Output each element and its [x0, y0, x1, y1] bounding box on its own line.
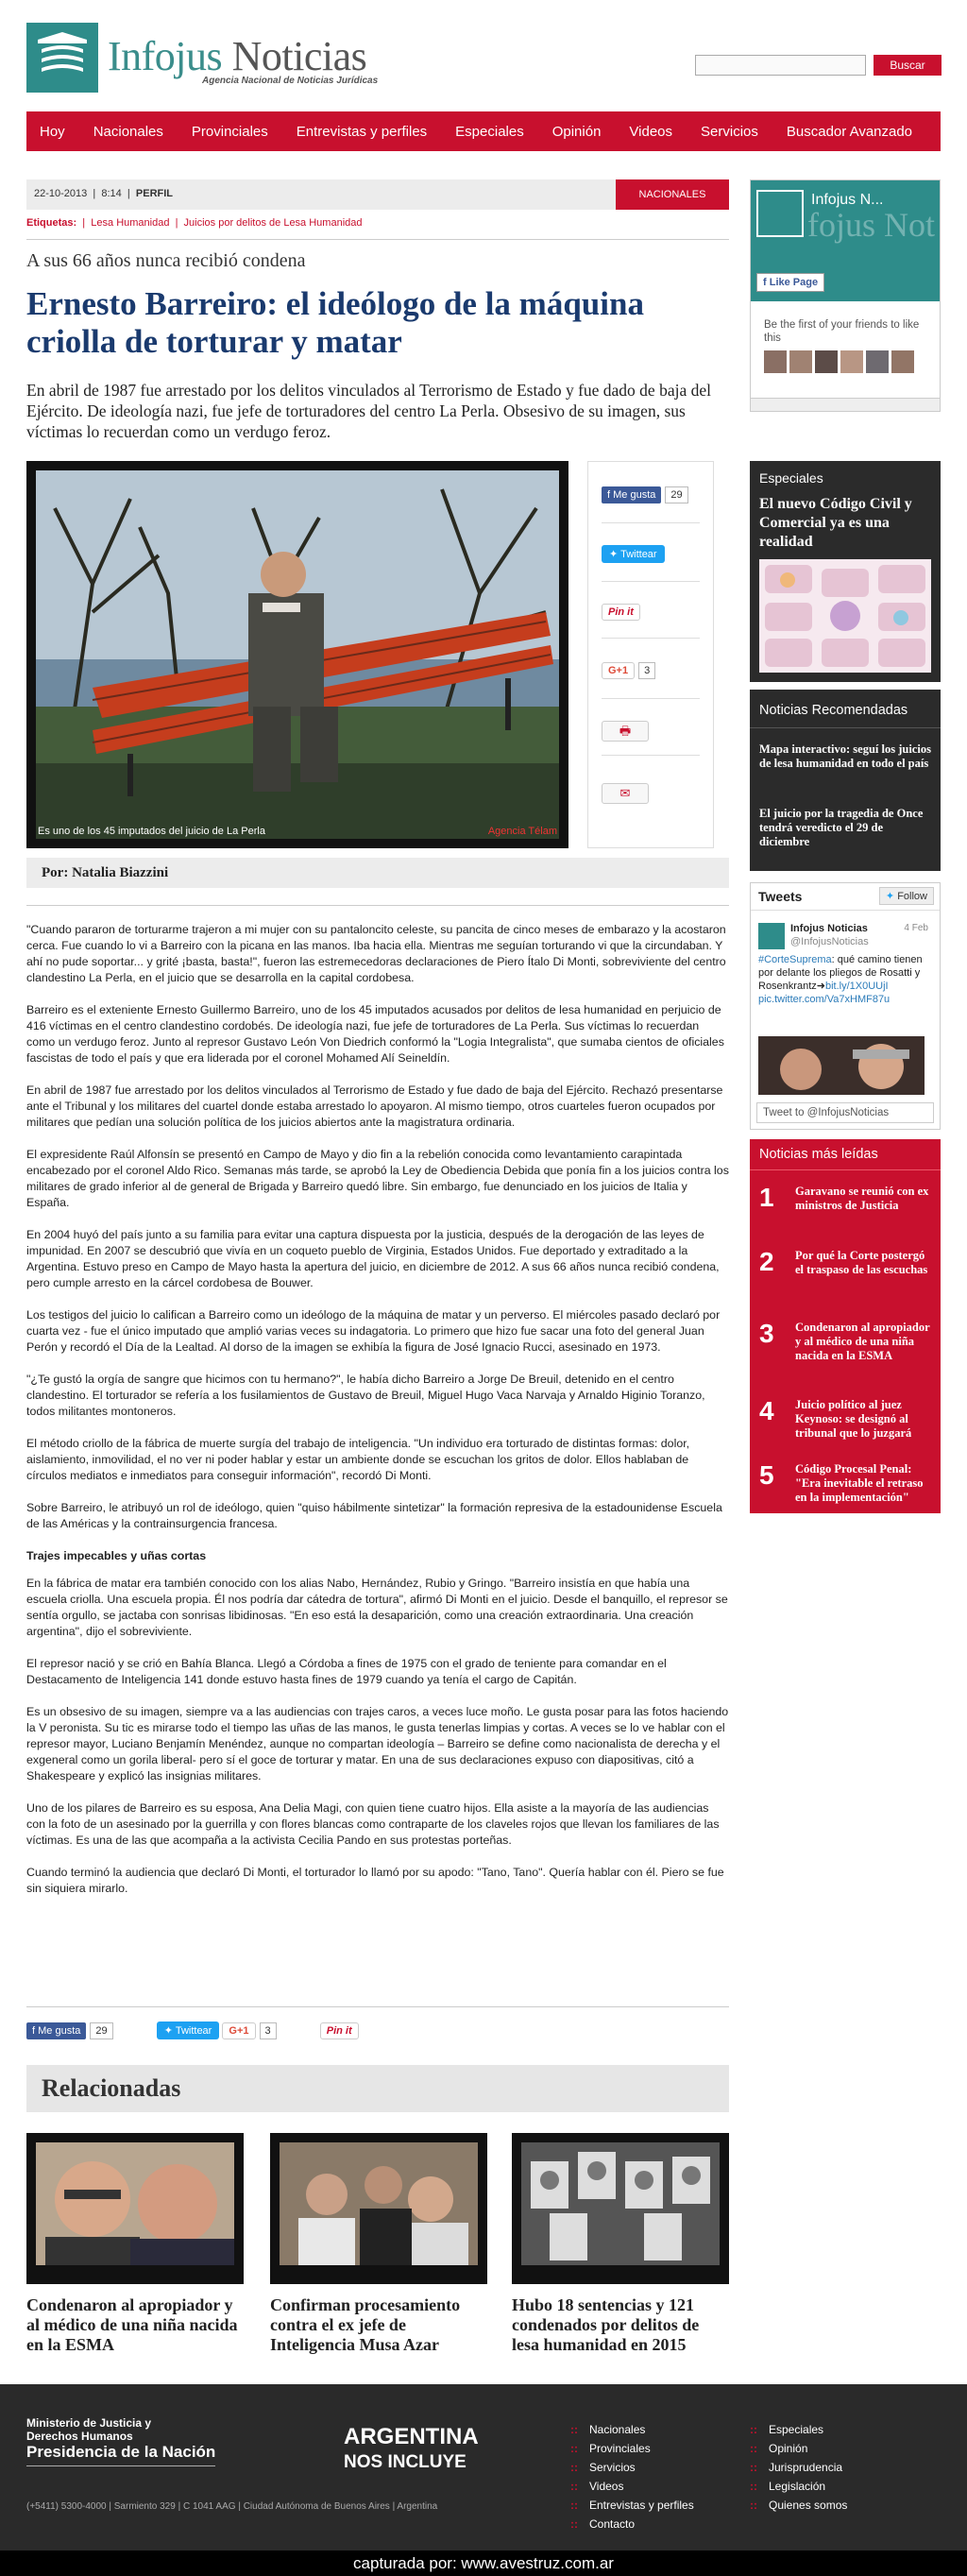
mas-leidas-box — [750, 1139, 941, 1513]
facebook-cover[interactable] — [751, 180, 940, 301]
footer-link[interactable]: :: Legislación — [750, 2477, 847, 2496]
footer-link[interactable]: :: Quienes somos — [750, 2496, 847, 2515]
printer-icon[interactable]: 🖶 — [602, 721, 649, 742]
avatar[interactable] — [764, 350, 787, 373]
tags-row: Etiquetas: | Lesa Humanidad | Juicios por delitos de Lesa Humanidad — [26, 217, 363, 229]
related-item[interactable] — [270, 2133, 487, 2355]
facebook-count: 29 — [665, 486, 687, 503]
especiales-heading: Especiales — [759, 470, 823, 486]
article-date: 22-10-2013 — [34, 188, 88, 199]
related-title[interactable]: Condenaron al apropiador y al médico de una niña nacida en la ESMA — [26, 2295, 238, 2354]
site-tagline: Agencia Nacional de Noticias Jurídicas — [202, 76, 379, 86]
capture-watermark: capturada por: www.avestruz.com.ar — [0, 2550, 967, 2576]
mas-leida-title[interactable]: Juicio político al juez Keynoso: se designó al tribunal que lo juzgará — [795, 1398, 912, 1440]
rank-number: 4 — [759, 1396, 774, 1425]
article-paragraph: Barreiro es el exteniente Ernesto Guillermo Barreiro, uno de los 45 imputados acusados por delitos de lesa humanidad en perjuicio de 416 víctimas en el centro clandestino cordobés. De ideología nazi, fue jefe de torturadores de La Perla. Sus víctimas lo recuerdan como un verdugo feroz. Junto al represor Gustavo León Von Diedrich conformó la "Logia Integralista", que sumaba cientos de oficiales fascistas de todo el país y que era liderada por el coronel Mohamed Alí Seineldín. — [26, 1003, 724, 1065]
nav-item[interactable]: Hoy — [40, 123, 65, 140]
mas-leidas-heading: Noticias más leídas — [759, 1147, 878, 1162]
recomendadas-box — [750, 690, 941, 871]
twitter-bird-icon: ✦ — [885, 891, 895, 902]
article-paragraph: Sobre Barreiro, le atribuyó un rol de ideólogo, quien "quiso hábilmente sintetizar" la formación represiva de la estadounidense Escuela de las Américas y la contrainsurgencia francesa. — [26, 1501, 722, 1530]
article-paragraph: Cuando terminó la audiencia que declaró Di Monti, el torturador lo llamó por su apodo: "Tano, Tano". Quería hablar con él. Piero se fue sin siquiera mirarlo. — [26, 1866, 724, 1895]
tweet-input[interactable]: Tweet to @InfojusNoticias — [756, 1102, 934, 1123]
article-paragraph: En la fábrica de matar era también conocido con los alias Nabo, Hernández, Rubio y Gringo. "Barreiro insistía en que había una escuela criolla. Una escuela propia. Él nos podría dar cátedra de tortura", afirmó Di Monti en el juicio. Desde el banquillo, el represor se sentía orgullo, se jactaba con sonrisas libidinosas. "En eso está la desaparición, como una creación extraordinaria. Una creación argentina", dijo el sobreviviente. — [26, 1577, 728, 1638]
like-page-button[interactable]: f Like Page — [756, 273, 824, 292]
divider — [26, 239, 729, 240]
article-paragraph: "Cuando pararon de torturarme trajeron a mi mujer con su pantaloncito celeste, su pancita de cinco meses de embarazo y la acostaron cerca. Fue cuando lo vi a Barreiro con la picana en las manos. Iba hacia ella. Mientras me seguían torturando vi que la circundaban. Y ahí no pude soportar... y grité ¡basta, basta!", fueron las estremecedoras declaraciones de Piero Ítalo Di Monti, sobreviviente del centro clandestino La Perla, en el juicio que se desarrolla en la capital cordobesa. — [26, 923, 726, 984]
rank-number: 1 — [759, 1183, 774, 1212]
article-paragraph: Los testigos del juicio lo califican a Barreiro como un ideólogo de la máquina de matar y un perverso. El miércoles pasado declaró por cuarta vez - fue el único imputado que amplió varias veces su indagatoria. Lo primero que hizo fue sacar una foto del general Juan Perón y recordó el Día de la Lealtad. Al dorso de la imagen se exhibía la figura de José Ignacio Rucci, asesinado en 1973. — [26, 1308, 721, 1354]
facebook-faces — [764, 350, 914, 373]
nav-item[interactable]: Entrevistas y perfiles — [296, 123, 428, 140]
article-paragraph: Es un obsesivo de su imagen, siempre va a las audiencias con trajes caros, a veces luce moño. Le gusta posar para las fotos haciendo la V peronista. Su tic es mirarse todo el tiempo las uñas de las manos, le gusta tenerlas limpias y cortas. A veces se lo ve hablar con el represor mayor, Luciano Benjamín Menéndez, aunque no compartan ideología – Barreiro se define como nacionalista de derecha y el exgeneral como un gorila liberal- pero sí el goce de torturar y matar. En una de sus declaraciones expuso con diapositivas, citó a Shakespeare y explicó las insignias militares. — [26, 1705, 729, 1783]
google-plus-button[interactable]: G+1 — [602, 662, 635, 679]
tag-link[interactable]: Juicios por delitos de Lesa Humanidad — [183, 217, 363, 229]
search-input[interactable] — [695, 55, 866, 76]
avatar[interactable] — [840, 350, 863, 373]
footer-argentina: ARGENTINA — [344, 2424, 479, 2449]
facebook-icon: f — [763, 277, 767, 288]
article-paragraph: En abril de 1987 fue arrestado por los delitos vinculados al Terrorismo de Estado y fue dado de baja del Ejército. Rechazó presentarse ante el Tribunal y los militares del cuartel donde estaba arrestado lo apoyaron. Al mismo tiempo, otros cuarteles fueron ocupados por militares que pedían una solución política de los juicios abiertos ante la magistratura ordinaria. — [26, 1083, 723, 1129]
nav-item[interactable]: Opinión — [551, 123, 602, 140]
twitter-widget — [750, 882, 941, 1130]
photo-caption: Es uno de los 45 imputados del juicio de La Perla — [38, 826, 265, 837]
article-paragraph: Uno de los pilares de Barreiro es su esposa, Ana Delia Magi, con quien tiene cuatro hijos. Ella asiste a la mayoría de las audiencias con la foto de un asesinado por la guerrilla y con flores blancas como contraparte de los claveles rojos que llevan los familiares de las víctimas. Es una de las que acompaña a la activista Cecilia Pando en sus protestas porteñas. — [26, 1801, 720, 1847]
article-paragraph: El método criollo de la fábrica de muerte surgía del trabajo de inteligencia. "Un individuo era torturado de distintas formas: dolor, aislamiento, inmovilidad, el no ver ni poder hablar y estar un ambiente donde se escuchan los gritos de dolor. Ellos hablaban de círculos mediatos e inmediatos para conseguir información", recordó Di Monti. — [26, 1437, 690, 1482]
google-plus-count: 3 — [260, 2022, 277, 2039]
related-title[interactable]: Confirman procesamiento contra el ex jefe de Inteligencia Musa Azar — [270, 2295, 461, 2354]
especiales-image[interactable] — [759, 559, 931, 673]
google-plus-button[interactable]: G+1 — [222, 2022, 255, 2039]
facebook-friends-text: Be the first of your friends to like this — [764, 319, 920, 344]
article-paragraph: "¿Te gustó la orgía de sangre que hicimos con tu hermano?", le había dicho Barreiro a Jorge De Breuil, detenido en el centro clandestino. El torturador se refería a los fusilamientos de Gustavo de Breuil, Miguel Hugo Vaca Narvaja y Arnaldo Higinio Toranzo, todos militantes montoneros. — [26, 1373, 705, 1418]
avatar[interactable] — [866, 350, 889, 373]
facebook-cover-text: fojus Not — [807, 206, 935, 244]
related-thumbnail[interactable] — [270, 2133, 487, 2284]
article-meta-bar: 22-10-2013 | 8:14 | PERFIL NACIONALES — [26, 179, 729, 210]
article-paragraph: En 2004 huyó del país junto a su familia para evitar una captura dispuesta por la justicia, después de la derogación de las leyes de impunidad. En 2007 se descubrió que vivía en un coqueto pueblo de Virginia, Estados Unidos. Fue deportado y extraditado a la Argentina. Estuvo preso en Campo de Mayo hasta la apertura del juicio, en diciembre de 2012. A sus 66 años nunca recibió condena, pero cumple arresto en la cárcel cordobesa de Bouwer. — [26, 1228, 720, 1289]
footer-ministry[interactable]: Ministerio de Justicia y Derechos Humanos — [26, 2416, 152, 2443]
footer-incluye: NOS INCLUYE — [344, 2452, 467, 2472]
bottom-share-bar — [26, 2022, 729, 2044]
nav-item[interactable]: Nacionales — [93, 123, 163, 140]
category-badge[interactable]: NACIONALES — [616, 179, 729, 210]
related-thumbnail[interactable] — [512, 2133, 729, 2284]
article-lead: En abril de 1987 fue arrestado por los delitos vinculados al Terrorismo de Estado y fue dado de baja del Ejército. De ideología nazi, fue jefe de torturadores del centro La Perla. Obsesivo de su imagen, sus víctimas lo recuerdan como un verdugo feroz. — [26, 381, 711, 441]
footer-link[interactable]: :: Videos — [570, 2477, 694, 2496]
facebook-page-widget — [750, 179, 941, 412]
mas-leida-title[interactable]: Condenaron al apropiador y al médico de una niña nacida en la ESMA — [795, 1321, 930, 1362]
mas-leida-title[interactable]: Código Procesal Penal: "Era inevitable el retraso en la implementación" — [795, 1462, 924, 1504]
related-heading: Relacionadas — [26, 2065, 729, 2112]
facebook-like-button[interactable]: f Me gusta — [602, 486, 661, 503]
facebook-count: 29 — [90, 2022, 112, 2039]
article-paragraph: El expresidente Raúl Alfonsín se presentó en Campo de Mayo y dio fin a la rebelión conocida como levantamiento carapintada encabezado por el coronel Aldo Rico. Semanas más tarde, se aprobó la Ley de Obediencia Debida que ponía fin a los juicios contra los militares de grado inferior al de general de Brigada y Barreiro quedó libre. Sin embargo, fue denunciado en los juicios de Italia y España. — [26, 1148, 729, 1209]
google-plus-count: 3 — [638, 662, 655, 679]
twitter-bird-icon: ✦ — [163, 2025, 173, 2037]
twitter-bird-icon: ✦ — [609, 549, 619, 560]
tweet-date[interactable]: 4 Feb — [904, 923, 928, 933]
especiales-box — [750, 461, 941, 682]
footer-links-col2 — [750, 2420, 847, 2515]
rank-number: 3 — [759, 1319, 774, 1348]
recomendada-link[interactable]: El juicio por la tragedia de Once tendrá veredicto el 29 de diciembre — [759, 807, 924, 848]
tweet-author[interactable]: Infojus Noticias — [790, 923, 868, 934]
main-nav — [26, 111, 941, 151]
footer-link[interactable]: :: Opinión — [750, 2439, 847, 2458]
facebook-page-name[interactable]: Infojus N... — [811, 192, 884, 208]
footer-presidency[interactable]: Presidencia de la Nación — [26, 2443, 215, 2466]
related-item[interactable] — [26, 2133, 244, 2355]
envelope-icon[interactable]: ✉ — [602, 783, 649, 804]
site-header — [0, 0, 967, 111]
photo-credit: Agencia Télam — [487, 826, 557, 837]
logo-icon — [756, 190, 804, 237]
related-title[interactable]: Hubo 18 sentencias y 121 condenados por delitos de lesa humanidad en 2015 — [512, 2295, 700, 2354]
tweet-handle[interactable]: @InfojusNoticias — [790, 936, 869, 947]
rank-number: 2 — [759, 1247, 774, 1276]
twitter-follow-button[interactable]: ✦ Follow — [879, 887, 934, 905]
recomendada-link[interactable]: Mapa interactivo: seguí los juicios de lesa humanidad en todo el país — [759, 742, 931, 770]
avatar[interactable] — [891, 350, 914, 373]
nav-item[interactable]: Provinciales — [191, 123, 268, 140]
article-time: 8:14 — [101, 188, 122, 199]
facebook-like-button[interactable]: f Me gusta — [26, 2022, 86, 2039]
tweet-text: #CorteSuprema: qué camino tienen por delante los pliegos de Rosatti y Rosenkrantz➜bit.ly/1X0UUjI pic.twitter.com/Va7xHMF87u — [758, 954, 923, 1005]
footer-link[interactable]: :: Provinciales — [570, 2439, 694, 2458]
pinterest-button[interactable]: Pin it — [602, 604, 640, 621]
article-title: Ernesto Barreiro: el ideólogo de la máquina criolla de torturar y matar — [26, 285, 644, 360]
footer-link[interactable]: :: Entrevistas y perfiles — [570, 2496, 694, 2515]
tweet-image[interactable] — [758, 1036, 925, 1095]
nav-item[interactable]: Buscador Avanzado — [786, 123, 913, 140]
share-sidebar — [587, 461, 714, 848]
horizontal-scrollbar[interactable] — [751, 398, 940, 411]
article-body — [26, 922, 729, 1913]
related-thumbnail[interactable] — [26, 2133, 244, 2284]
tags-label: Etiquetas: — [26, 217, 77, 229]
footer-link[interactable]: :: Nacionales — [570, 2420, 694, 2439]
site-logo-text[interactable]: Infojus Noticias — [108, 33, 367, 79]
footer-address: (+5411) 5300-4000 | Sarmiento 329 | C 1041 AAG | Ciudad Autónoma de Buenos Aires | Argentina — [26, 2501, 438, 2512]
logo-icon[interactable] — [26, 23, 98, 93]
article-section[interactable]: PERFIL — [135, 188, 174, 199]
footer-links-col1 — [570, 2420, 694, 2533]
avatar[interactable] — [758, 923, 785, 949]
footer-link[interactable]: :: Contacto — [570, 2515, 694, 2533]
article-subhead: Trajes impecables y uñas cortas — [26, 1549, 207, 1562]
article-paragraph: El represor nació y se crió en Bahía Blanca. Llegó a Córdoba a fines de 1975 con el grado de teniente para comandar en el Destacamento de Inteligencia 141 donde estuvo hasta fines de 1979 cuando ya tenía el cargo de Capitán. — [26, 1657, 667, 1686]
nav-item[interactable]: Videos — [629, 123, 673, 140]
rank-number: 5 — [759, 1460, 774, 1490]
avatar[interactable] — [815, 350, 838, 373]
article-photo — [26, 461, 568, 848]
footer-link[interactable]: :: Especiales — [750, 2420, 847, 2439]
search-button[interactable]: Buscar — [874, 55, 942, 76]
article-kicker: A sus 66 años nunca recibió condena — [26, 250, 306, 271]
footer-link[interactable]: :: Servicios — [570, 2458, 694, 2477]
pinterest-button[interactable]: Pin it — [320, 2022, 359, 2039]
divider — [26, 905, 729, 906]
nav-item[interactable]: Servicios — [701, 123, 758, 140]
article-author: Por: Natalia Biazzini — [26, 858, 729, 888]
avatar[interactable] — [789, 350, 812, 373]
footer-link[interactable]: :: Jurisprudencia — [750, 2458, 847, 2477]
recomendadas-heading: Noticias Recomendadas — [759, 703, 908, 718]
tweet-button[interactable]: ✦ Twittear — [157, 2022, 220, 2039]
tweet-button[interactable]: ✦ Twittear — [602, 545, 665, 563]
nav-item[interactable]: Especiales — [455, 123, 524, 140]
tag-link[interactable]: Lesa Humanidad — [91, 217, 170, 229]
divider — [26, 2006, 729, 2007]
mas-leida-title[interactable]: Garavano se reunió con ex ministros de Justicia — [795, 1185, 929, 1212]
site-footer — [0, 2384, 967, 2550]
tweets-heading: Tweets — [758, 889, 803, 904]
mas-leida-title[interactable]: Por qué la Corte postergó el traspaso de las escuchas — [795, 1249, 928, 1276]
especiales-title[interactable]: El nuevo Código Civil y Comercial ya es una realidad — [759, 496, 912, 550]
related-item[interactable] — [512, 2133, 729, 2355]
